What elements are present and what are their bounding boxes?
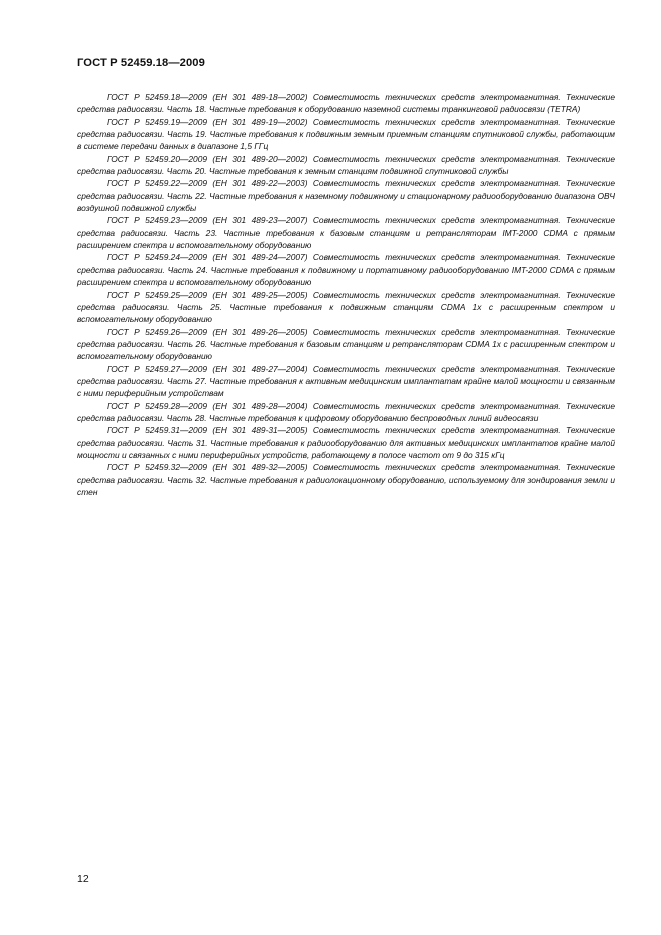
reference-entry-part-28: ГОСТ Р 52459.28—2009 (ЕН 301 489-28—2004) Совместимость технических средств электромагнитная. Технические средства радиосвязи. Часть 28. Частные требования к цифровому оборудованию беспроводных линий видеосвязи (77, 400, 615, 423)
reference-entry-part-22: ГОСТ Р 52459.22—2009 (ЕН 301 489-22—2003) Совместимость технических средств электромагнитная. Технические средства радиосвязи. Часть 22. Частные требования к наземному подвижному и стационарному радиооборудованию диапазона ОВЧ воздушной подвижной службы (77, 178, 615, 214)
reference-entry-part-26: ГОСТ Р 52459.26—2009 (ЕН 301 489-26—2005) Совместимость технических средств электромагнитная. Технические средства радиосвязи. Часть 26. Частные требования к базовым станциям и ретрансляторам CDMA 1x с расширенным спектром и вспомогательному оборудованию (77, 326, 615, 362)
reference-entry-part-24: ГОСТ Р 52459.24—2009 (ЕН 301 489-24—2007) Совместимость технических средств электромагнитная. Технические средства радиосвязи. Часть 24. Частные требования к подвижному и портативному радиооборудованию IMT-2000 CDMA с прямым расширением спектра и вспомогательному оборудованию (77, 252, 615, 288)
page-number: 12 (77, 873, 89, 885)
normative-references-list (77, 91, 615, 498)
reference-entry-part-27: ГОСТ Р 52459.27—2009 (ЕН 301 489-27—2004) Совместимость технических средств электромагнитная. Технические средства радиосвязи. Часть 27. Частные требования к активным медицинским имплантатам крайне малой мощности и связанным с ними периферийным устройствам (77, 363, 615, 399)
page-header-doc-code: ГОСТ Р 52459.18—2009 (77, 57, 205, 69)
reference-entry-part-32: ГОСТ Р 52459.32—2009 (ЕН 301 489-32—2005) Совместимость технических средств электромагнитная. Технические средства радиосвязи. Часть 32. Частные требования к радиолокационному оборудованию, используемому для зондирования земли и стен (77, 462, 615, 497)
reference-entry-part-31: ГОСТ Р 52459.31—2009 (ЕН 301 489-31—2005) Совместимость технических средств электромагнитная. Технические средства радиосвязи. Часть 31. Частные требования к радиооборудованию для активных медицинских имплантатов крайне малой мощности и связанных с ними периферийных устройств, работающему в полосе частот от 9 до 315 кГц (77, 425, 615, 460)
reference-entry-part-25: ГОСТ Р 52459.25—2009 (ЕН 301 489-25—2005) Совместимость технических средств электромагнитная. Технические средства радиосвязи. Часть 25. Частные требования к подвижным станциям CDMA 1x с расширенным спектром и вспомогательному оборудованию (77, 289, 615, 325)
reference-entry-part-20: ГОСТ Р 52459.20—2009 (ЕН 301 489-20—2002) Совместимость технических средств электромагнитная. Технические средства радиосвязи. Часть 20. Частные требования к земным станциям подвижной спутниковой службы (77, 153, 615, 177)
reference-entry-part-23: ГОСТ Р 52459.23—2009 (ЕН 301 489-23—2007) Совместимость технических средств электромагнитная. Технические средства радиосвязи. Часть 23. Частные требования к базовым станциям и ретрансляторам IMT-2000 CDMA с прямым расширением спектра и вспомогательному оборудованию (77, 215, 615, 251)
reference-entry-part-19: ГОСТ Р 52459.19—2009 (ЕН 301 489-19—2002) Совместимость технических средств электромагнитная. Технические средства радиосвязи. Часть 19. Частные требования к подвижным земным приемным станциям спутниковой службы, работающим в системе передачи данных в диапазоне 1,5 ГГц (77, 116, 615, 152)
reference-entry-part-18: ГОСТ Р 52459.18—2009 (ЕН 301 489-18—2002) Совместимость технических средств электромагнитная. Технические средства радиосвязи. Часть 18. Частные требования к оборудованию наземной системы транкинговой радиосвязи (TETRA) (77, 92, 615, 115)
